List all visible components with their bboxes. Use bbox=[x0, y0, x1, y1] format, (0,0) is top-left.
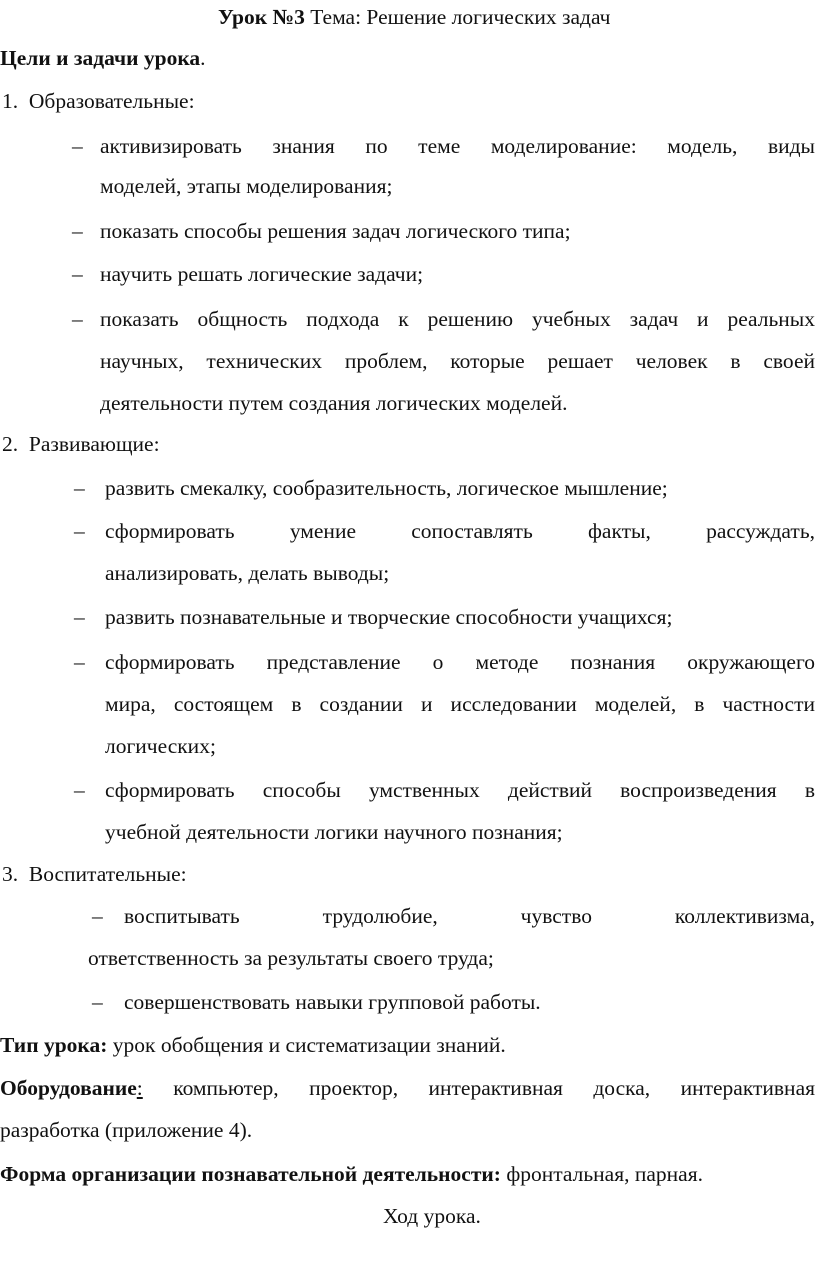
section-title: Воспитательные: bbox=[28, 862, 187, 886]
equipment-line-2: разработка (приложение 4). bbox=[0, 1118, 253, 1142]
lesson-header bbox=[218, 0, 610, 39]
list-item-line: научить решать логические задачи; bbox=[100, 262, 424, 286]
bullet-dash-icon: – bbox=[92, 904, 103, 928]
equipment-value: компьютер, проектор, интерактивная доска, интерактивная bbox=[142, 1076, 815, 1100]
list-item-line: воспитывать трудолюбие, чувство коллективизма, bbox=[124, 904, 815, 928]
bullet-dash-icon: – bbox=[92, 990, 103, 1014]
bullet-dash-icon: – bbox=[74, 650, 85, 674]
equipment-line-1 bbox=[0, 1067, 815, 1110]
list-item-line: деятельности путем создания логических моделей. bbox=[100, 391, 568, 415]
goals-title: Цели и задачи урока bbox=[0, 46, 201, 70]
organization-form-label: Форма организации познавательной деятельности: bbox=[0, 1162, 501, 1186]
organization-form bbox=[0, 1153, 703, 1196]
list-item-line: совершенствовать навыки групповой работы. bbox=[124, 990, 541, 1014]
list-item-line: развить познавательные и творческие способности учащихся; bbox=[105, 605, 673, 629]
list-item-line: сформировать представление о методе познания окружающего bbox=[105, 650, 815, 674]
list-item-line: показать общность подхода к решению учебных задач и реальных bbox=[100, 307, 815, 331]
section-number: 1. bbox=[2, 89, 19, 113]
bullet-dash-icon: – bbox=[74, 519, 85, 543]
bullet-dash-icon: – bbox=[74, 605, 85, 629]
list-item-line: логических; bbox=[105, 734, 216, 758]
lesson-type-value: урок обобщения и систематизации знаний. bbox=[107, 1033, 506, 1057]
section-3-heading bbox=[2, 853, 187, 896]
section-title: Развивающие: bbox=[28, 432, 160, 456]
list-item-line: активизировать знания по теме моделирование: модель, виды bbox=[100, 134, 815, 158]
organization-form-value: фронтальная, парная. bbox=[500, 1162, 703, 1186]
list-item-line: ответственность за результаты своего труда; bbox=[88, 946, 494, 970]
goals-period: . bbox=[200, 46, 206, 70]
section-2-heading bbox=[2, 423, 160, 466]
list-item-line: показать способы решения задач логического типа; bbox=[100, 219, 571, 243]
section-1-heading bbox=[2, 80, 195, 123]
list-item-line: мира, состоящем в создании и исследовании моделей, в частности bbox=[105, 692, 815, 716]
list-item-line: моделей, этапы моделирования; bbox=[100, 174, 393, 198]
section-title: Образовательные: bbox=[28, 89, 195, 113]
list-item-line: анализировать, делать выводы; bbox=[105, 561, 390, 585]
bullet-dash-icon: – bbox=[72, 134, 83, 158]
list-item-line: сформировать умение сопоставлять факты, рассуждать, bbox=[105, 519, 815, 543]
lesson-type bbox=[0, 1024, 506, 1067]
equipment-label: Оборудование bbox=[0, 1076, 137, 1100]
list-item-line: учебной деятельности логики научного познания; bbox=[105, 820, 563, 844]
lesson-number: Урок №3 bbox=[218, 5, 305, 29]
goals-heading bbox=[0, 37, 206, 80]
list-item-line: научных, технических проблем, которые решает человек в своей bbox=[100, 349, 815, 373]
list-item-line: развить смекалку, сообразительность, логическое мышление; bbox=[105, 476, 668, 500]
section-number: 3. bbox=[2, 862, 19, 886]
bullet-dash-icon: – bbox=[72, 262, 83, 286]
equipment-colon: : bbox=[136, 1076, 143, 1100]
bullet-dash-icon: – bbox=[72, 219, 83, 243]
bullet-dash-icon: – bbox=[74, 778, 85, 802]
lesson-flow-title: Ход урока. bbox=[383, 1204, 481, 1228]
list-item-line: сформировать способы умственных действий воспроизведения в bbox=[105, 778, 815, 802]
section-number: 2. bbox=[2, 432, 19, 456]
lesson-type-label: Тип урока: bbox=[0, 1033, 108, 1057]
lesson-topic: Тема: Решение логических задач bbox=[310, 5, 611, 29]
bullet-dash-icon: – bbox=[74, 476, 85, 500]
bullet-dash-icon: – bbox=[72, 307, 83, 331]
